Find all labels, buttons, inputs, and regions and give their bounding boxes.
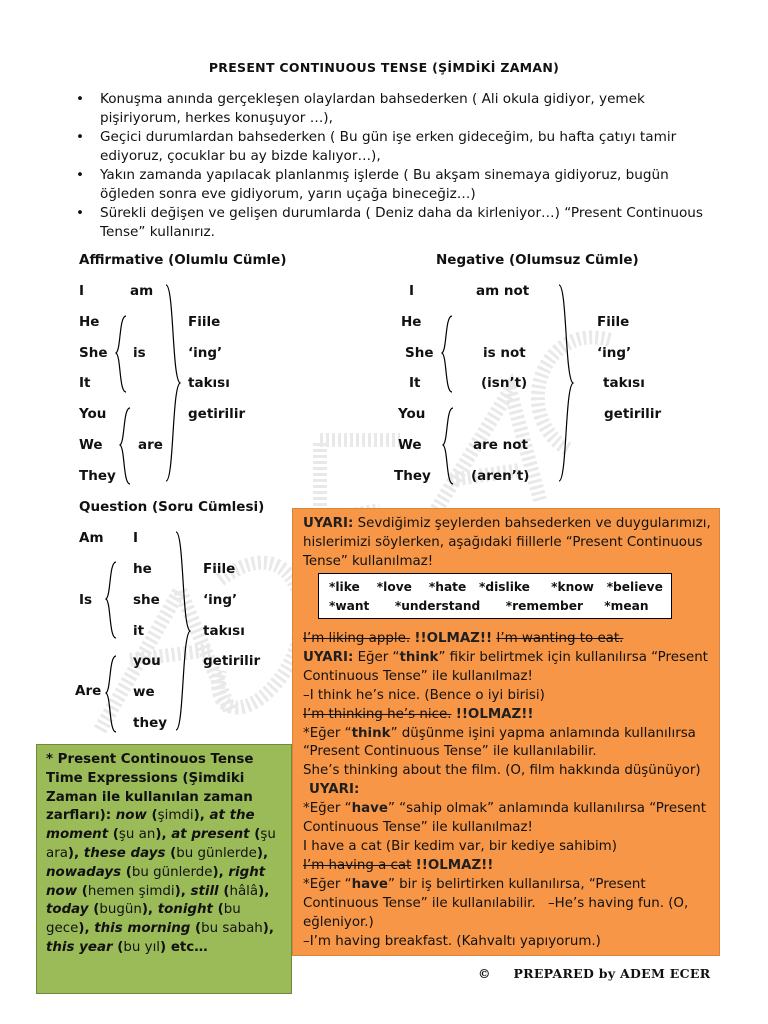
have-rule <box>303 800 715 838</box>
neg-aux: are not <box>473 437 528 453</box>
list-item: • Geçici durumlardan bahsederken ( Bu gün işe erken gideceğim, bu hafta çatıyı tamir ediyoruz, çocuklar bu ay bizde kalıyor…), <box>76 128 716 166</box>
aff-rule: ‘ing’ <box>188 345 223 361</box>
example-line <box>303 762 715 800</box>
verb: *believe <box>606 580 663 594</box>
think-rule-2 <box>303 725 715 763</box>
translation: hemen şimdi <box>87 883 175 899</box>
example-text: She’s thinking about the film. (O, film hakkında düşünüyor) <box>303 763 701 779</box>
time-expression: now <box>115 808 147 824</box>
aff-aux: are <box>138 437 163 453</box>
negative-heading: Negative (Olumsuz Cümle) <box>436 252 639 268</box>
olmaz-label: !!OLMAZ!! <box>455 706 534 722</box>
translation: hâlâ <box>229 883 259 899</box>
neg-rule: takısı <box>603 375 645 391</box>
time-expression: today <box>46 902 89 918</box>
q-aux: Is <box>79 592 93 608</box>
time-expression: still <box>190 883 219 899</box>
rule-text: ” düşünme işini yapma anlamında kullanılırsa “Present Continuous Tense” ile kullanılabilir. <box>303 725 696 760</box>
neg-aux: (aren’t) <box>471 468 530 484</box>
time-expression: tonight <box>157 902 213 918</box>
brace-icon <box>114 314 130 394</box>
verbs-row <box>329 597 671 616</box>
q-rule: Fiile <box>203 561 236 577</box>
q-subject: we <box>133 684 155 700</box>
aff-rule: takısı <box>188 375 230 391</box>
neg-aux: am not <box>476 283 530 299</box>
aff-subject: She <box>79 345 108 361</box>
page-title: PRESENT CONTINUOUS TENSE (ŞİMDİKİ ZAMAN) <box>208 60 560 75</box>
example-line: –I’m having breakfast. (Kahvaltı yapıyorum.) <box>303 933 601 949</box>
aff-subject: You <box>79 406 107 422</box>
list-item: • Konuşma anında gerçekleşen olaylardan bahsederken ( Ali okula gidiyor, yemek pişiriyorum, herkes konuşuyor …), <box>76 90 716 128</box>
copyright-icon: © <box>478 966 491 981</box>
brace-right-icon <box>174 530 192 732</box>
verb: *dislike <box>479 580 530 594</box>
q-subject: he <box>133 561 152 577</box>
example-text: –He’s having fun. (O, eğleniyor.) <box>303 895 689 930</box>
verb: *hate <box>428 580 467 594</box>
time-expression: this morning <box>94 921 191 937</box>
q-rule: ‘ing’ <box>203 592 238 608</box>
time-expression: these days <box>83 845 166 861</box>
warning-text: Sevdiğimiz şeylerden bahsederken ve duygularımızı, hislerimizi söylerken, aşağıdaki fiillerle “Present Continuous Tense” kullanılmaz! <box>303 516 711 569</box>
think-rule <box>303 649 715 687</box>
translation: bu gece <box>46 902 241 937</box>
time-expression: this year <box>46 939 113 955</box>
verb: *understand <box>394 599 481 613</box>
neg-subject: We <box>398 437 422 453</box>
brace-icon <box>441 406 457 486</box>
question-heading: Question (Soru Cümlesi) <box>79 499 265 515</box>
brace-right-icon <box>164 283 182 483</box>
olmaz-label: !!OLMAZ!! <box>414 631 493 646</box>
brace-right-icon <box>557 283 575 483</box>
verb: *know <box>551 580 594 594</box>
time-expressions-box: * Present Continouos Tense Time Expressions (Şimdiki Zaman ile kullanılan zaman zarfları): now (şimdi), at the moment (şu an), at present (şu ara), these days (bu günlerde), nowadays (bu günlerde), right now (hemen şimdi), still (hâlâ), today (bugün), tonight (bu gece), this morning (bu sabah), this year (bu yıl) etc… <box>36 744 292 994</box>
rule-text: Eğer “ <box>357 649 400 665</box>
neg-subject: They <box>394 468 431 484</box>
q-subject: she <box>133 592 160 608</box>
neg-subject: It <box>409 375 421 391</box>
translation: bu günlerde <box>176 845 257 861</box>
aff-rule: getirilir <box>188 406 246 422</box>
neg-subject: I <box>409 283 415 299</box>
translation: bu sabah <box>201 921 263 937</box>
neg-subject: You <box>398 406 426 422</box>
aff-subject: We <box>79 437 103 453</box>
neg-rule: getirilir <box>604 406 662 422</box>
neg-rule: Fiile <box>597 314 630 330</box>
neg-aux: (isn’t) <box>481 375 528 391</box>
usage-list <box>76 90 716 242</box>
list-item: • Sürekli değişen ve gelişen durumlarda ( Deniz daha da kirleniyor…) “Present Continuous Tense” kullanırız. <box>76 204 716 242</box>
aff-aux: is <box>133 345 146 361</box>
aff-subject: It <box>79 375 91 391</box>
affirmative-heading: Affirmative (Olumlu Cümle) <box>79 252 287 268</box>
footer-credit <box>478 966 710 981</box>
q-subject: I <box>133 530 139 546</box>
brace-icon <box>104 654 120 734</box>
keyword-think: think <box>351 725 391 741</box>
time-expression: right now <box>46 864 266 899</box>
verbs-row <box>329 578 671 597</box>
have-rule-2 <box>303 876 715 933</box>
rule-text: *Eğer “ <box>303 725 352 741</box>
wrong-example-line <box>303 630 715 649</box>
keyword-think: think <box>399 649 439 665</box>
time-expressions-heading: * Present Continouos Tense Time Expressions (Şimdiki Zaman ile kullanılan zaman zarfları): <box>46 752 254 824</box>
q-rule: takısı <box>203 623 245 639</box>
q-rule: getirilir <box>203 653 261 669</box>
q-subject: you <box>133 653 161 669</box>
neg-aux: is not <box>483 345 526 361</box>
warning-label: UYARI: <box>309 782 360 798</box>
wrong-example: I’m thinking he’s nice. <box>303 706 452 722</box>
brace-icon <box>118 406 134 486</box>
q-subject: they <box>133 715 168 731</box>
verb: *mean <box>604 599 649 613</box>
brace-icon <box>104 560 120 640</box>
wrong-example-line <box>303 857 715 876</box>
translation: şu an <box>118 827 156 843</box>
translation: bu günlerde <box>131 864 213 880</box>
wrong-example: I’m wanting to eat. <box>496 631 624 646</box>
time-expression: nowadays <box>46 864 122 880</box>
aff-rule: Fiile <box>188 314 221 330</box>
wrong-example-line <box>303 706 715 725</box>
brace-icon <box>440 314 456 394</box>
verb: *want <box>329 599 370 613</box>
rule-text: ” “sahip olmak” anlamında kullanılırsa “Present Continuous Tense” ile kullanılmaz! <box>303 801 707 836</box>
aff-subject: He <box>79 314 100 330</box>
keyword-have: have <box>351 801 388 817</box>
time-expression: at present <box>171 827 250 843</box>
keyword-have: have <box>351 876 388 892</box>
translation: şu ara <box>46 827 276 861</box>
aff-aux: am <box>130 283 154 299</box>
verb: *like <box>329 580 360 594</box>
rule-text: ” bir iş belirtirken kullanılırsa, “Present Continuous Tense” ile kullanılabilir. <box>303 876 646 911</box>
warning-label: UYARI: <box>303 649 354 665</box>
q-aux: Am <box>79 530 104 546</box>
aff-subject: They <box>79 468 116 484</box>
footer-text: PREPARED by ADEM ECER <box>513 966 711 981</box>
translation: bu yıl <box>123 939 161 955</box>
neg-subject: He <box>401 314 422 330</box>
rule-text: *Eğer “ <box>303 876 352 892</box>
rule-text: ” fikir belirtmek için kullanılırsa “Present Continuous Tense” ile kullanılmaz! <box>303 649 708 684</box>
example-line: I have a cat (Bir kedim var, bir kediye sahibim) <box>303 838 617 854</box>
translation: şimdi <box>157 808 194 824</box>
time-expression: at the moment <box>46 808 255 843</box>
translation: bugün <box>99 902 142 918</box>
q-aux: Are <box>75 683 102 699</box>
aff-subject: I <box>79 283 85 299</box>
stative-verbs-box <box>318 573 672 619</box>
etc-text: etc… <box>170 939 208 955</box>
neg-rule: ‘ing’ <box>597 345 632 361</box>
neg-subject: She <box>405 345 434 361</box>
verb: *love <box>376 580 412 594</box>
olmaz-label: !!OLMAZ!! <box>415 857 494 873</box>
verb: *remember <box>505 599 584 613</box>
rule-text: *Eğer “ <box>303 801 352 817</box>
q-subject: it <box>133 623 145 639</box>
warning-label: UYARI: <box>303 516 354 531</box>
wrong-example: I’m having a cat <box>303 857 412 873</box>
list-item: • Yakın zamanda yapılacak planlanmış işlerde ( Bu akşam sinemaya gidiyoruz, bugün öğleden sonra eve gidiyorum, yarın uçağa bineceğiz…) <box>76 166 716 204</box>
wrong-example: I’m liking apple. <box>303 631 411 646</box>
example-line: –I think he’s nice. (Bence o iyi birisi) <box>303 687 545 703</box>
